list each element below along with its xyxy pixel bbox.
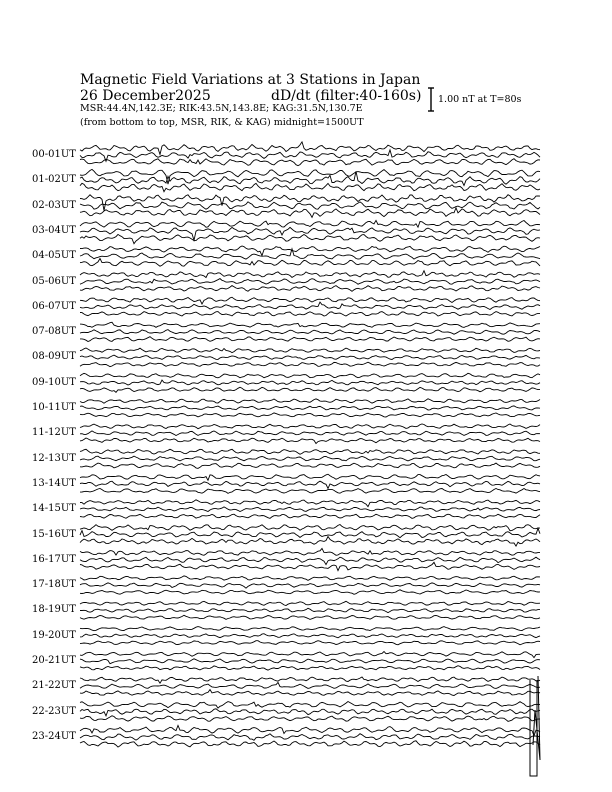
trace-kag-17-18UT bbox=[80, 576, 540, 581]
trace-msr-01-02UT bbox=[80, 183, 540, 191]
trace-kag-03-04UT bbox=[80, 220, 540, 227]
hour-label: 10-11UT bbox=[32, 402, 76, 413]
trace-rik-05-06UT bbox=[80, 279, 540, 285]
hour-label: 09-10UT bbox=[32, 376, 76, 388]
trace-rik-11-12UT bbox=[80, 431, 540, 436]
trace-kag-06-07UT bbox=[80, 297, 540, 304]
hour-label: 18-19UT bbox=[32, 604, 76, 616]
trace-kag-14-15UT bbox=[80, 500, 540, 507]
trace-msr-11-12UT bbox=[80, 438, 540, 444]
trace-msr-03-04UT bbox=[80, 234, 540, 243]
hour-label: 12-13UT bbox=[32, 452, 76, 464]
hour-label: 01-02UT bbox=[32, 174, 76, 186]
trace-rik-07-08UT bbox=[80, 330, 540, 335]
trace-msr-05-06UT bbox=[80, 286, 540, 292]
trace-msr-21-22UT bbox=[80, 690, 540, 696]
trace-msr-19-20UT bbox=[80, 641, 540, 645]
trace-msr-02-03UT bbox=[80, 208, 540, 218]
trace-rik-19-20UT bbox=[80, 634, 540, 638]
trace-msr-12-13UT bbox=[80, 463, 540, 468]
trace-kag-11-12UT bbox=[80, 424, 540, 429]
trace-rik-08-09UT bbox=[80, 355, 540, 359]
trace-msr-08-09UT bbox=[80, 362, 540, 366]
hour-label: 04-05UT bbox=[32, 250, 76, 262]
trace-rik-17-18UT bbox=[80, 583, 540, 588]
hour-label: 03-04UT bbox=[32, 224, 76, 236]
trace-msr-13-14UT bbox=[80, 489, 540, 494]
trace-rik-12-13UT bbox=[80, 456, 540, 461]
hour-label: 19-20UT bbox=[32, 629, 76, 641]
trace-kag-09-10UT bbox=[80, 373, 540, 378]
trace-rik-00-01UT bbox=[80, 150, 540, 161]
trace-rik-13-14UT bbox=[80, 481, 540, 488]
trace-kag-01-02UT bbox=[80, 169, 540, 184]
trace-msr-00-01UT bbox=[80, 159, 540, 166]
hour-label: 13-14UT bbox=[32, 477, 76, 489]
trace-rik-06-07UT bbox=[80, 302, 540, 309]
trace-kag-22-23UT bbox=[80, 702, 540, 709]
hour-label: 20-21UT bbox=[32, 655, 76, 666]
station-order-note: (from bottom to top, MSR, RIK, & KAG) midnight=1500UT bbox=[80, 117, 364, 128]
hour-label: 15-16UT bbox=[32, 528, 76, 540]
trace-rik-18-19UT bbox=[80, 608, 540, 612]
trace-kag-18-19UT bbox=[80, 601, 540, 605]
trace-msr-23-24UT bbox=[80, 741, 540, 747]
hour-label: 16-17UT bbox=[32, 553, 76, 565]
trace-kag-13-14UT bbox=[80, 474, 540, 480]
hour-label: 17-18UT bbox=[32, 579, 76, 591]
trace-msr-04-05UT bbox=[80, 259, 540, 267]
trace-rik-14-15UT bbox=[80, 507, 540, 512]
trace-kag-07-08UT bbox=[80, 322, 540, 327]
trace-kag-08-09UT bbox=[80, 348, 540, 353]
station-coordinates: MSR:44.4N,142.3E; RIK:43.5N,143.8E; KAG:31.5N,130.7E bbox=[80, 103, 363, 114]
trace-kag-00-01UT bbox=[80, 142, 540, 155]
trace-kag-12-13UT bbox=[80, 449, 540, 454]
hour-label: 06-07UT bbox=[32, 300, 76, 312]
trace-msr-16-17UT bbox=[80, 562, 540, 570]
trace-kag-15-16UT bbox=[80, 525, 540, 531]
trace-kag-23-24UT bbox=[80, 725, 540, 735]
trace-msr-06-07UT bbox=[80, 312, 540, 316]
hour-label: 00-01UT bbox=[32, 149, 76, 160]
chart-component: dD/dt (filter:40-160s) bbox=[271, 88, 422, 104]
trace-rik-23-24UT bbox=[80, 734, 540, 741]
trace-kag-16-17UT bbox=[80, 548, 540, 555]
scale-bar-label: 1.00 nT at T=80s bbox=[438, 94, 522, 105]
trace-kag-21-22UT bbox=[80, 677, 540, 683]
trace-rik-10-11UT bbox=[80, 406, 540, 410]
hour-label: 08-09UT bbox=[32, 351, 76, 363]
hour-label: 07-08UT bbox=[32, 326, 76, 338]
hour-label: 23-24UT bbox=[32, 730, 76, 742]
trace-rik-20-21UT bbox=[80, 659, 540, 664]
trace-rik-01-02UT bbox=[80, 171, 540, 185]
hour-label: 02-03UT bbox=[32, 199, 76, 211]
hour-label: 21-22UT bbox=[32, 680, 76, 692]
trace-kag-04-05UT bbox=[80, 246, 540, 256]
trace-rik-09-10UT bbox=[80, 380, 540, 385]
chart-date: 26 December2025 bbox=[80, 88, 211, 104]
trace-rik-22-23UT bbox=[80, 709, 540, 716]
trace-rik-16-17UT bbox=[80, 557, 540, 564]
trace-msr-07-08UT bbox=[80, 337, 540, 342]
trace-msr-17-18UT bbox=[80, 590, 540, 595]
hour-label: 22-23UT bbox=[32, 705, 76, 717]
trace-rik-21-22UT bbox=[80, 682, 540, 688]
trace-msr-09-10UT bbox=[80, 387, 540, 392]
scale-bar bbox=[428, 88, 434, 111]
trace-kag-10-11UT bbox=[80, 399, 540, 403]
trace-msr-10-11UT bbox=[80, 413, 540, 417]
hour-label: 11-12UT bbox=[32, 427, 76, 439]
trace-msr-14-15UT bbox=[80, 514, 540, 518]
trace-kag-19-20UT bbox=[80, 627, 540, 631]
chart-title: Magnetic Field Variations at 3 Stations in Japan bbox=[80, 72, 421, 88]
trace-msr-22-23UT bbox=[80, 716, 540, 722]
hour-label: 05-06UT bbox=[32, 275, 76, 287]
trace-rik-02-03UT bbox=[80, 202, 540, 209]
trace-msr-15-16UT bbox=[80, 537, 540, 547]
trace-msr-20-21UT bbox=[80, 666, 540, 670]
hour-label: 14-15UT bbox=[32, 503, 76, 515]
trace-rik-04-05UT bbox=[80, 249, 540, 259]
trace-rik-15-16UT bbox=[80, 528, 540, 537]
trace-msr-18-19UT bbox=[80, 615, 540, 619]
trace-kag-05-06UT bbox=[80, 271, 540, 278]
trace-kag-20-21UT bbox=[80, 652, 540, 658]
